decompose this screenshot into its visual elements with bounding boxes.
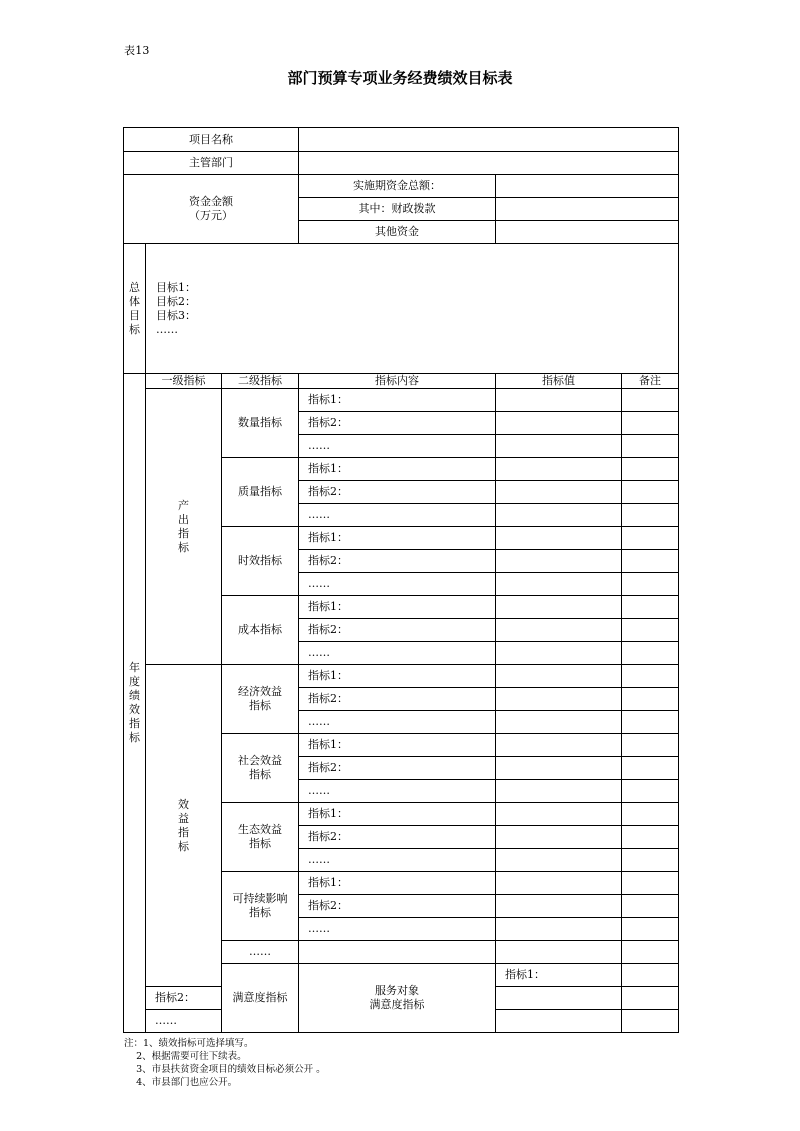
indicator-value-cell[interactable] xyxy=(496,872,622,895)
indicator-value-cell[interactable] xyxy=(496,481,622,504)
indicator-item[interactable]: 指标2： xyxy=(299,757,496,780)
remarks-cell[interactable] xyxy=(622,412,679,435)
indicator-content-cell[interactable] xyxy=(299,941,496,964)
sustainable-impact-label: 可持续影响 指标 xyxy=(222,872,299,941)
remarks-cell[interactable] xyxy=(622,504,679,527)
col-header-value: 指标值 xyxy=(496,374,622,389)
remarks-cell[interactable] xyxy=(622,665,679,688)
goal-line: …… xyxy=(156,322,178,336)
indicator-item[interactable]: …… xyxy=(299,780,496,803)
indicator-value-cell[interactable] xyxy=(496,711,622,734)
funds-fiscal-label: 其中：财政拨款 xyxy=(299,198,496,221)
indicator-item[interactable]: 指标2： xyxy=(299,826,496,849)
indicator-item[interactable]: …… xyxy=(299,573,496,596)
indicator-value-cell[interactable] xyxy=(496,619,622,642)
remarks-cell[interactable] xyxy=(622,803,679,826)
goal-line: 目标1： xyxy=(156,280,196,294)
indicator-item[interactable]: …… xyxy=(299,642,496,665)
table-number-label: 表13 xyxy=(124,44,150,57)
remarks-cell[interactable] xyxy=(622,941,679,964)
indicator-value-cell[interactable] xyxy=(496,780,622,803)
indicator-value-cell[interactable] xyxy=(496,458,622,481)
indicator-item[interactable]: …… xyxy=(146,1010,222,1033)
indicator-value-cell[interactable] xyxy=(496,826,622,849)
benefit-extra-label: …… xyxy=(222,941,299,964)
economic-benefit-label: 经济效益 指标 xyxy=(222,665,299,734)
page-title: 部门预算专项业务经费绩效目标表 xyxy=(287,69,513,87)
indicator-value-cell[interactable] xyxy=(496,389,622,412)
indicator-value-cell[interactable] xyxy=(496,757,622,780)
ecological-benefit-label: 生态效益 指标 xyxy=(222,803,299,872)
col-header-level1: 一级指标 xyxy=(146,374,222,389)
indicator-item[interactable]: 指标2： xyxy=(299,550,496,573)
indicator-item[interactable]: 指标1： xyxy=(299,872,496,895)
indicator-item[interactable]: 指标2： xyxy=(146,987,222,1010)
indicator-value-cell[interactable] xyxy=(496,550,622,573)
footnotes xyxy=(124,1037,326,1089)
indicator-item[interactable]: 指标1： xyxy=(299,527,496,550)
remarks-cell[interactable] xyxy=(622,780,679,803)
goal-line: 目标2： xyxy=(156,294,196,308)
indicator-item[interactable]: 指标1： xyxy=(496,964,622,987)
remarks-cell[interactable] xyxy=(622,550,679,573)
funds-fiscal-field[interactable] xyxy=(496,198,679,221)
funds-other-field[interactable] xyxy=(496,221,679,244)
service-satisfaction-label: 服务对象 满意度指标 xyxy=(299,964,496,1033)
indicator-item[interactable]: 指标1： xyxy=(299,458,496,481)
remarks-cell[interactable] xyxy=(622,481,679,504)
indicator-value-cell[interactable] xyxy=(496,504,622,527)
indicator-value-cell[interactable] xyxy=(496,527,622,550)
remarks-cell[interactable] xyxy=(622,389,679,412)
department-field[interactable] xyxy=(299,152,679,175)
indicator-item[interactable]: 指标1： xyxy=(299,665,496,688)
indicator-value-cell[interactable] xyxy=(496,941,622,964)
goal-line: 目标3： xyxy=(156,308,196,322)
funds-amount-label: 资金金额 （万元） xyxy=(124,175,299,244)
indicator-value-cell[interactable] xyxy=(496,688,622,711)
indicator-value-cell[interactable] xyxy=(496,734,622,757)
indicator-item[interactable]: 指标1： xyxy=(299,596,496,619)
indicator-value-cell[interactable] xyxy=(496,918,622,941)
overall-goals-content[interactable] xyxy=(146,244,679,374)
remarks-cell[interactable] xyxy=(622,619,679,642)
remarks-cell[interactable] xyxy=(622,435,679,458)
funds-other-label: 其他资金 xyxy=(299,221,496,244)
quantity-indicators-label: 数量指标 xyxy=(222,389,299,458)
footnote-line: 2、根据需要可往下续表。 xyxy=(124,1051,247,1062)
indicator-item[interactable]: 指标1： xyxy=(299,389,496,412)
col-header-level2: 二级指标 xyxy=(222,374,299,389)
indicator-value-cell[interactable] xyxy=(496,1010,622,1033)
performance-target-table xyxy=(123,127,679,1033)
funds-total-field[interactable] xyxy=(496,175,679,198)
indicator-item[interactable]: 指标2： xyxy=(299,895,496,918)
indicator-item[interactable]: …… xyxy=(299,849,496,872)
remarks-cell[interactable] xyxy=(622,849,679,872)
indicator-value-cell[interactable] xyxy=(496,849,622,872)
remarks-cell[interactable] xyxy=(622,895,679,918)
benefit-indicators-label: 效 益 指 标 xyxy=(146,665,222,987)
remarks-cell[interactable] xyxy=(622,458,679,481)
social-benefit-label: 社会效益 指标 xyxy=(222,734,299,803)
indicator-item[interactable]: …… xyxy=(299,918,496,941)
indicator-value-cell[interactable] xyxy=(622,964,679,987)
footnote-line: 4、市县部门也应公开。 xyxy=(124,1077,238,1088)
indicator-value-cell[interactable] xyxy=(496,665,622,688)
annual-indicators-label: 年 度 绩 效 指 标 xyxy=(124,374,146,1033)
indicator-value-cell[interactable] xyxy=(496,573,622,596)
remarks-cell[interactable] xyxy=(622,711,679,734)
indicator-item[interactable]: 指标2： xyxy=(299,688,496,711)
remarks-cell[interactable] xyxy=(622,757,679,780)
project-name-field[interactable] xyxy=(299,128,679,152)
remarks-cell[interactable] xyxy=(622,734,679,757)
indicator-item[interactable]: 指标1： xyxy=(299,803,496,826)
indicator-item[interactable]: …… xyxy=(299,435,496,458)
output-indicators-label: 产 出 指 标 xyxy=(146,389,222,665)
remarks-cell[interactable] xyxy=(622,872,679,895)
remarks-cell[interactable] xyxy=(622,596,679,619)
remarks-cell[interactable] xyxy=(622,987,679,1010)
indicator-value-cell[interactable] xyxy=(496,803,622,826)
indicator-value-cell[interactable] xyxy=(496,642,622,665)
footnote-line: 3、市县扶贫资金项目的绩效目标必须公开 。 xyxy=(124,1064,326,1075)
indicator-value-cell[interactable] xyxy=(496,412,622,435)
indicator-value-cell[interactable] xyxy=(496,987,622,1010)
remarks-cell[interactable] xyxy=(622,527,679,550)
indicator-item[interactable]: 指标2： xyxy=(299,412,496,435)
col-header-content: 指标内容 xyxy=(299,374,496,389)
indicator-value-cell[interactable] xyxy=(496,596,622,619)
cost-indicators-label: 成本指标 xyxy=(222,596,299,665)
remarks-cell[interactable] xyxy=(622,1010,679,1033)
project-name-label: 项目名称 xyxy=(124,128,299,152)
remarks-cell[interactable] xyxy=(622,918,679,941)
remarks-cell[interactable] xyxy=(622,826,679,849)
remarks-cell[interactable] xyxy=(622,642,679,665)
satisfaction-indicators-label: 满意度指标 xyxy=(222,964,299,1033)
overall-goals-label: 总 体 目 标 xyxy=(124,244,146,374)
indicator-item[interactable]: 指标2： xyxy=(299,619,496,642)
remarks-cell[interactable] xyxy=(622,688,679,711)
indicator-item[interactable]: …… xyxy=(299,504,496,527)
indicator-item[interactable]: …… xyxy=(299,711,496,734)
indicator-value-cell[interactable] xyxy=(496,895,622,918)
col-header-remarks: 备注 xyxy=(622,374,679,389)
quality-indicators-label: 质量指标 xyxy=(222,458,299,527)
department-label: 主管部门 xyxy=(124,152,299,175)
timeliness-indicators-label: 时效指标 xyxy=(222,527,299,596)
footnote-line: 注：1、绩效指标可选择填写。 xyxy=(124,1038,254,1049)
indicator-item[interactable]: 指标1： xyxy=(299,734,496,757)
funds-total-label: 实施期资金总额： xyxy=(299,175,496,198)
indicator-value-cell[interactable] xyxy=(496,435,622,458)
indicator-item[interactable]: 指标2： xyxy=(299,481,496,504)
remarks-cell[interactable] xyxy=(622,573,679,596)
